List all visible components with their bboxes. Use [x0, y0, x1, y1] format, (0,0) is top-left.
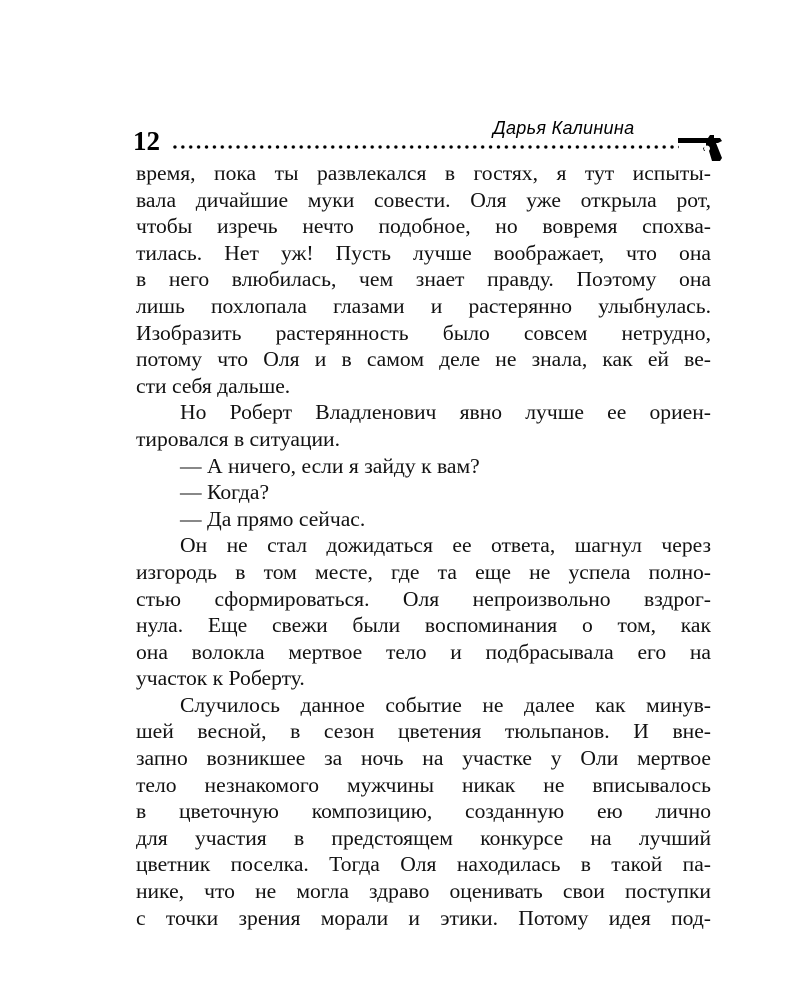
- text-line: время, пока ты развлекался в гостях, я тут испыты-: [136, 161, 711, 185]
- text-line: нула. Еще свежи были воспоминания о том, как: [136, 613, 711, 638]
- text-line: цветник поселка. Тогда Оля находилась в такой па-: [136, 852, 711, 877]
- text-line: стью сформироваться. Оля непроизвольно вздрог-: [136, 586, 711, 611]
- text-line: Он не стал дожидаться ее ответа, шагнул через: [180, 533, 711, 558]
- text-line: Случилось данное событие не далее как минув-: [180, 692, 711, 717]
- dialogue-line: — Да прямо сейчас.: [180, 506, 366, 531]
- text-line: чтобы изречь нечто подобное, но вовремя спохва-: [136, 214, 711, 239]
- running-header: [133, 118, 723, 164]
- dialogue-line: — А ничего, если я зайду к вам?: [180, 453, 480, 478]
- text-line: тировался в ситуации.: [136, 426, 341, 451]
- text-line: с точки зрения морали и этики. Потому идея под-: [136, 905, 711, 930]
- text-line: Изобразить растерянность было совсем нетрудно,: [136, 320, 711, 345]
- body-text: [136, 160, 711, 931]
- text-line: в него влюбилась, чем знает правду. Поэтому она: [136, 267, 711, 292]
- text-line: в цветочную композицию, созданную ею лично: [136, 799, 711, 824]
- text-line: Но Роберт Владленович явно лучше ее ориен-: [180, 400, 711, 425]
- text-line: запно возникшее за ночь на участке у Оли мертвое: [136, 746, 711, 771]
- text-line: сти себя дальше.: [136, 373, 291, 398]
- dialogue-line: — Когда?: [180, 480, 270, 505]
- text-line: тело незнакомого мужчины никак не вписывалось: [136, 772, 711, 797]
- text-line: нике, что не могла здраво оценивать свои поступки: [136, 879, 711, 904]
- author-name: Дарья Калинина: [493, 118, 635, 138]
- dotted-leader: [171, 145, 679, 149]
- text-line: участок к Роберту.: [136, 666, 305, 691]
- text-line: лишь похлопала глазами и растерянно улыбнулась.: [136, 293, 711, 318]
- text-line: тилась. Нет уж! Пусть лучше воображает, что она: [136, 240, 711, 265]
- text-line: изгородь в том месте, где та еще не успела полно-: [136, 559, 711, 584]
- text-line: для участия в предстоящем конкурсе на лучший: [136, 825, 711, 850]
- text-line: она волокла мертвое тело и подбрасывала его на: [136, 639, 711, 664]
- page-number: 12: [133, 126, 160, 156]
- text-line: потому что Оля и в самом деле не знала, как ей ве-: [136, 347, 711, 372]
- revolver-icon: [678, 134, 724, 162]
- text-line: вала дичайшие муки совести. Оля уже открыла рот,: [136, 187, 711, 212]
- text-line: шей весной, в сезон цветения тюльпанов. И вне-: [136, 719, 711, 744]
